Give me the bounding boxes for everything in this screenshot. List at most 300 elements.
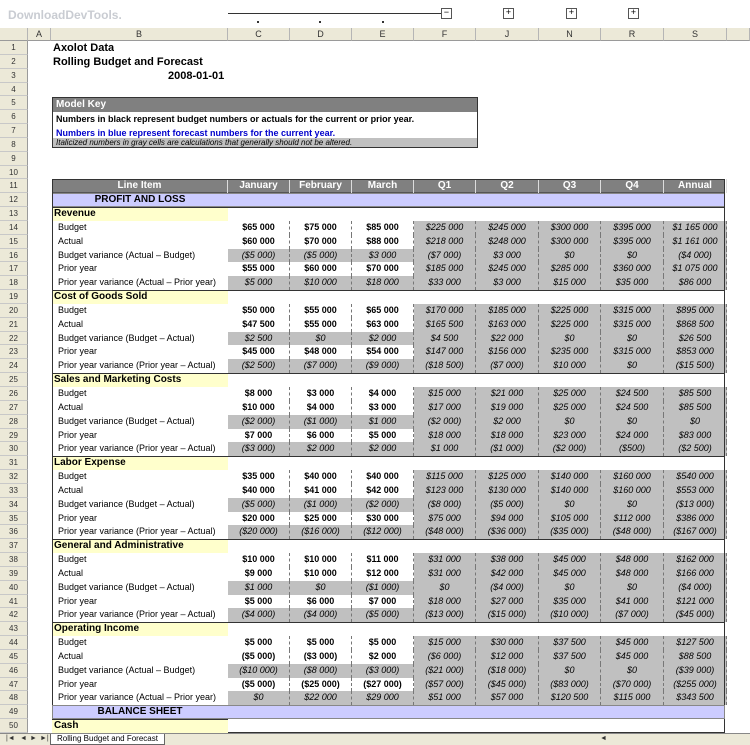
value-cell[interactable]: $123 000 xyxy=(414,484,476,498)
value-cell[interactable]: $15 000 xyxy=(414,387,476,401)
value-cell[interactable]: $4 500 xyxy=(414,332,476,346)
value-cell[interactable]: $105 000 xyxy=(539,512,601,526)
value-cell[interactable]: ($5 000) xyxy=(228,249,290,263)
value-cell[interactable]: $40 000 xyxy=(352,470,414,484)
value-cell[interactable]: $1 165 000 xyxy=(664,221,727,235)
value-cell[interactable]: $245 000 xyxy=(476,262,539,276)
row-header[interactable]: 17 xyxy=(0,262,28,276)
value-cell[interactable]: ($7 000) xyxy=(414,249,476,263)
row-header[interactable]: 30 xyxy=(0,442,28,456)
column-header-f[interactable]: F xyxy=(414,28,476,41)
value-cell[interactable]: ($1 000) xyxy=(290,498,352,512)
value-cell[interactable]: ($18 500) xyxy=(414,359,476,373)
value-cell[interactable]: ($7 000) xyxy=(601,608,664,622)
value-cell[interactable]: $315 000 xyxy=(601,318,664,332)
value-cell[interactable]: ($10 000) xyxy=(539,608,601,622)
value-cell[interactable]: $45 000 xyxy=(539,553,601,567)
value-cell[interactable]: $553 000 xyxy=(664,484,727,498)
value-cell[interactable]: ($45 000) xyxy=(664,608,727,622)
value-cell[interactable]: $42 000 xyxy=(476,567,539,581)
value-cell[interactable]: $0 xyxy=(539,415,601,429)
value-cell[interactable]: $248 000 xyxy=(476,235,539,249)
row-header[interactable]: 45 xyxy=(0,650,28,664)
value-cell[interactable]: ($4 000) xyxy=(290,608,352,622)
value-cell[interactable]: $2 500 xyxy=(228,332,290,346)
value-cell[interactable]: $55 000 xyxy=(228,262,290,276)
value-cell[interactable]: $70 000 xyxy=(352,262,414,276)
row-header[interactable]: 37 xyxy=(0,539,28,553)
value-cell[interactable]: ($15 000) xyxy=(476,608,539,622)
value-cell[interactable]: ($18 000) xyxy=(476,664,539,678)
value-cell[interactable]: $170 000 xyxy=(414,304,476,318)
spreadsheet-grid[interactable] xyxy=(28,41,750,733)
value-cell[interactable]: $127 500 xyxy=(664,636,727,650)
value-cell[interactable]: $18 000 xyxy=(414,429,476,443)
row-header[interactable]: 43 xyxy=(0,622,28,636)
scroll-left-icon[interactable]: ◄ xyxy=(600,735,607,742)
value-cell[interactable]: ($4 000) xyxy=(664,581,727,595)
row-header[interactable]: 21 xyxy=(0,318,28,332)
value-cell[interactable]: $163 000 xyxy=(476,318,539,332)
value-cell[interactable]: $8 000 xyxy=(228,387,290,401)
value-cell[interactable]: $55 000 xyxy=(290,304,352,318)
value-cell[interactable]: ($6 000) xyxy=(414,650,476,664)
value-cell[interactable]: $33 000 xyxy=(414,276,476,290)
row-header[interactable]: 10 xyxy=(0,166,28,180)
value-cell[interactable]: ($255 000) xyxy=(664,678,727,692)
value-cell[interactable]: $15 000 xyxy=(414,636,476,650)
value-cell[interactable]: $29 000 xyxy=(352,691,414,705)
column-header-e[interactable]: E xyxy=(352,28,414,41)
value-cell[interactable]: $11 000 xyxy=(352,553,414,567)
row-header[interactable]: 12 xyxy=(0,193,28,207)
value-cell[interactable]: $60 000 xyxy=(228,235,290,249)
value-cell[interactable]: ($25 000) xyxy=(290,678,352,692)
prev-sheet-icon[interactable]: ◄ xyxy=(20,735,27,742)
value-cell[interactable]: $57 000 xyxy=(476,691,539,705)
value-cell[interactable]: $147 000 xyxy=(414,345,476,359)
value-cell[interactable]: $35 000 xyxy=(601,276,664,290)
value-cell[interactable]: ($1 000) xyxy=(290,415,352,429)
row-header[interactable]: 28 xyxy=(0,415,28,429)
value-cell[interactable]: $10 000 xyxy=(290,567,352,581)
value-cell[interactable]: ($2 000) xyxy=(228,415,290,429)
row-header[interactable]: 40 xyxy=(0,581,28,595)
value-cell[interactable]: $5 000 xyxy=(228,276,290,290)
value-cell[interactable]: $40 000 xyxy=(290,470,352,484)
value-cell[interactable]: $1 075 000 xyxy=(664,262,727,276)
column-header-c[interactable]: C xyxy=(228,28,290,41)
value-cell[interactable]: $18 000 xyxy=(476,429,539,443)
value-cell[interactable]: $37 500 xyxy=(539,650,601,664)
value-cell[interactable]: ($45 000) xyxy=(476,678,539,692)
value-cell[interactable]: $85 000 xyxy=(352,221,414,235)
row-header[interactable]: 23 xyxy=(0,345,28,359)
value-cell[interactable]: $38 000 xyxy=(476,553,539,567)
value-cell[interactable]: $48 000 xyxy=(290,345,352,359)
value-cell[interactable]: $6 000 xyxy=(290,595,352,609)
value-cell[interactable]: ($21 000) xyxy=(414,664,476,678)
expand-button[interactable]: + xyxy=(503,8,514,19)
row-header[interactable]: 50 xyxy=(0,719,28,733)
value-cell[interactable]: ($10 000) xyxy=(228,664,290,678)
value-cell[interactable]: ($1 000) xyxy=(352,581,414,595)
value-cell[interactable]: $65 000 xyxy=(228,221,290,235)
value-cell[interactable]: $65 000 xyxy=(352,304,414,318)
value-cell[interactable]: $0 xyxy=(601,332,664,346)
value-cell[interactable]: $185 000 xyxy=(414,262,476,276)
value-cell[interactable]: ($57 000) xyxy=(414,678,476,692)
value-cell[interactable]: $12 000 xyxy=(476,650,539,664)
value-cell[interactable]: ($2 000) xyxy=(414,415,476,429)
value-cell[interactable]: $0 xyxy=(290,581,352,595)
collapse-button[interactable]: − xyxy=(441,8,452,19)
column-header-j[interactable]: J xyxy=(476,28,539,41)
value-cell[interactable]: $115 000 xyxy=(601,691,664,705)
value-cell[interactable]: $12 000 xyxy=(352,567,414,581)
value-cell[interactable]: $868 500 xyxy=(664,318,727,332)
value-cell[interactable]: $140 000 xyxy=(539,484,601,498)
value-cell[interactable]: $185 000 xyxy=(476,304,539,318)
value-cell[interactable]: ($9 000) xyxy=(352,359,414,373)
value-cell[interactable]: $20 000 xyxy=(228,512,290,526)
value-cell[interactable]: $121 000 xyxy=(664,595,727,609)
value-cell[interactable]: $31 000 xyxy=(414,553,476,567)
row-header[interactable]: 19 xyxy=(0,290,28,304)
column-header-n[interactable]: N xyxy=(539,28,601,41)
value-cell[interactable]: ($8 000) xyxy=(290,664,352,678)
value-cell[interactable]: $24 500 xyxy=(601,387,664,401)
value-cell[interactable]: $10 000 xyxy=(228,401,290,415)
value-cell[interactable]: $5 000 xyxy=(352,429,414,443)
value-cell[interactable]: $0 xyxy=(601,664,664,678)
row-header[interactable]: 34 xyxy=(0,498,28,512)
value-cell[interactable]: $285 000 xyxy=(539,262,601,276)
value-cell[interactable]: $45 000 xyxy=(539,567,601,581)
value-cell[interactable]: ($70 000) xyxy=(601,678,664,692)
value-cell[interactable]: $1 161 000 xyxy=(664,235,727,249)
value-cell[interactable]: $4 000 xyxy=(352,387,414,401)
value-cell[interactable]: $88 500 xyxy=(664,650,727,664)
row-header[interactable]: 8 xyxy=(0,138,28,152)
value-cell[interactable]: $9 000 xyxy=(228,567,290,581)
value-cell[interactable]: $88 000 xyxy=(352,235,414,249)
value-cell[interactable]: ($12 000) xyxy=(352,525,414,539)
value-cell[interactable]: $83 000 xyxy=(664,429,727,443)
value-cell[interactable]: ($8 000) xyxy=(414,498,476,512)
value-cell[interactable]: $30 000 xyxy=(352,512,414,526)
value-cell[interactable]: $2 000 xyxy=(352,442,414,456)
value-cell[interactable]: $156 000 xyxy=(476,345,539,359)
select-all-corner[interactable] xyxy=(0,28,28,41)
row-header[interactable]: 6 xyxy=(0,110,28,124)
value-cell[interactable]: $25 000 xyxy=(539,387,601,401)
row-header[interactable]: 48 xyxy=(0,691,28,705)
value-cell[interactable]: ($167 000) xyxy=(664,525,727,539)
value-cell[interactable]: $10 000 xyxy=(290,276,352,290)
value-cell[interactable]: $4 000 xyxy=(290,401,352,415)
value-cell[interactable]: $235 000 xyxy=(539,345,601,359)
value-cell[interactable]: $540 000 xyxy=(664,470,727,484)
value-cell[interactable]: $40 000 xyxy=(228,484,290,498)
value-cell[interactable]: $21 000 xyxy=(476,387,539,401)
column-header-d[interactable]: D xyxy=(290,28,352,41)
value-cell[interactable]: $45 000 xyxy=(228,345,290,359)
row-header[interactable]: 18 xyxy=(0,276,28,290)
row-header[interactable]: 20 xyxy=(0,304,28,318)
value-cell[interactable]: $300 000 xyxy=(539,235,601,249)
value-cell[interactable]: $245 000 xyxy=(476,221,539,235)
value-cell[interactable]: $140 000 xyxy=(539,470,601,484)
row-header[interactable]: 5 xyxy=(0,96,28,110)
value-cell[interactable]: $3 000 xyxy=(476,276,539,290)
value-cell[interactable]: $2 000 xyxy=(352,332,414,346)
value-cell[interactable]: $75 000 xyxy=(290,221,352,235)
value-cell[interactable]: $55 000 xyxy=(290,318,352,332)
value-cell[interactable]: ($83 000) xyxy=(539,678,601,692)
value-cell[interactable]: $1 000 xyxy=(228,581,290,595)
value-cell[interactable]: ($7 000) xyxy=(476,359,539,373)
value-cell[interactable]: $18 000 xyxy=(352,276,414,290)
value-cell[interactable]: $395 000 xyxy=(601,221,664,235)
expand-button[interactable]: + xyxy=(628,8,639,19)
value-cell[interactable]: $130 000 xyxy=(476,484,539,498)
value-cell[interactable]: ($2 000) xyxy=(352,498,414,512)
value-cell[interactable]: ($3 000) xyxy=(352,664,414,678)
value-cell[interactable]: $166 000 xyxy=(664,567,727,581)
value-cell[interactable]: $0 xyxy=(539,498,601,512)
value-cell[interactable]: ($500) xyxy=(601,442,664,456)
column-header-r[interactable]: R xyxy=(601,28,664,41)
value-cell[interactable]: $300 000 xyxy=(539,221,601,235)
value-cell[interactable]: ($4 000) xyxy=(228,608,290,622)
row-header[interactable]: 26 xyxy=(0,387,28,401)
value-cell[interactable]: ($5 000) xyxy=(290,249,352,263)
value-cell[interactable]: $63 000 xyxy=(352,318,414,332)
value-cell[interactable]: $41 000 xyxy=(601,595,664,609)
value-cell[interactable]: $47 500 xyxy=(228,318,290,332)
value-cell[interactable]: $225 000 xyxy=(414,221,476,235)
value-cell[interactable]: $0 xyxy=(539,581,601,595)
last-sheet-icon[interactable]: ►| xyxy=(40,735,49,742)
value-cell[interactable]: $41 000 xyxy=(290,484,352,498)
value-cell[interactable]: $315 000 xyxy=(601,304,664,318)
value-cell[interactable]: $85 500 xyxy=(664,387,727,401)
row-header[interactable]: 42 xyxy=(0,608,28,622)
value-cell[interactable]: $94 000 xyxy=(476,512,539,526)
value-cell[interactable]: $10 000 xyxy=(539,359,601,373)
value-cell[interactable]: ($5 000) xyxy=(228,678,290,692)
row-header[interactable]: 41 xyxy=(0,595,28,609)
value-cell[interactable]: ($4 000) xyxy=(664,249,727,263)
value-cell[interactable]: $30 000 xyxy=(476,636,539,650)
value-cell[interactable]: $60 000 xyxy=(290,262,352,276)
row-header[interactable]: 7 xyxy=(0,124,28,138)
row-header[interactable]: 49 xyxy=(0,705,28,719)
value-cell[interactable]: $343 500 xyxy=(664,691,727,705)
value-cell[interactable]: ($2 500) xyxy=(664,442,727,456)
value-cell[interactable]: $0 xyxy=(601,359,664,373)
value-cell[interactable]: ($5 000) xyxy=(476,498,539,512)
value-cell[interactable]: ($13 000) xyxy=(414,608,476,622)
value-cell[interactable]: $50 000 xyxy=(228,304,290,318)
value-cell[interactable]: $0 xyxy=(601,498,664,512)
value-cell[interactable]: $31 000 xyxy=(414,567,476,581)
value-cell[interactable]: $160 000 xyxy=(601,470,664,484)
value-cell[interactable]: $51 000 xyxy=(414,691,476,705)
value-cell[interactable]: ($35 000) xyxy=(539,525,601,539)
value-cell[interactable]: $75 000 xyxy=(414,512,476,526)
value-cell[interactable]: $7 000 xyxy=(228,429,290,443)
row-header[interactable]: 44 xyxy=(0,636,28,650)
value-cell[interactable]: $165 500 xyxy=(414,318,476,332)
value-cell[interactable]: $5 000 xyxy=(352,636,414,650)
value-cell[interactable]: $25 000 xyxy=(539,401,601,415)
value-cell[interactable]: $23 000 xyxy=(539,429,601,443)
first-sheet-icon[interactable]: |◄ xyxy=(6,735,15,742)
value-cell[interactable]: $225 000 xyxy=(539,318,601,332)
value-cell[interactable]: $2 000 xyxy=(476,415,539,429)
value-cell[interactable]: $3 000 xyxy=(476,249,539,263)
value-cell[interactable]: $5 000 xyxy=(290,636,352,650)
row-header[interactable]: 3 xyxy=(0,69,28,83)
value-cell[interactable]: ($48 000) xyxy=(414,525,476,539)
value-cell[interactable]: ($2 000) xyxy=(539,442,601,456)
value-cell[interactable]: $0 xyxy=(601,249,664,263)
value-cell[interactable]: $0 xyxy=(539,249,601,263)
row-header[interactable]: 27 xyxy=(0,401,28,415)
row-header[interactable]: 32 xyxy=(0,470,28,484)
value-cell[interactable]: $27 000 xyxy=(476,595,539,609)
value-cell[interactable]: $386 000 xyxy=(664,512,727,526)
value-cell[interactable]: $1 000 xyxy=(414,442,476,456)
value-cell[interactable]: $48 000 xyxy=(601,567,664,581)
value-cell[interactable]: ($15 500) xyxy=(664,359,727,373)
value-cell[interactable]: $225 000 xyxy=(539,304,601,318)
row-header[interactable]: 1 xyxy=(0,41,28,55)
value-cell[interactable]: $26 500 xyxy=(664,332,727,346)
value-cell[interactable]: $1 000 xyxy=(352,415,414,429)
value-cell[interactable]: $0 xyxy=(664,415,727,429)
value-cell[interactable]: $0 xyxy=(539,664,601,678)
value-cell[interactable]: $24 500 xyxy=(601,401,664,415)
value-cell[interactable]: $0 xyxy=(601,581,664,595)
value-cell[interactable]: ($2 500) xyxy=(228,359,290,373)
row-header[interactable]: 15 xyxy=(0,235,28,249)
row-header[interactable]: 39 xyxy=(0,567,28,581)
value-cell[interactable]: ($5 000) xyxy=(352,608,414,622)
column-header-a[interactable]: A xyxy=(28,28,51,41)
row-header[interactable]: 36 xyxy=(0,525,28,539)
expand-button[interactable]: + xyxy=(566,8,577,19)
value-cell[interactable]: $6 000 xyxy=(290,429,352,443)
value-cell[interactable]: $18 000 xyxy=(414,595,476,609)
value-cell[interactable]: $112 000 xyxy=(601,512,664,526)
value-cell[interactable]: ($5 000) xyxy=(228,498,290,512)
row-header[interactable]: 35 xyxy=(0,512,28,526)
value-cell[interactable]: ($36 000) xyxy=(476,525,539,539)
row-header[interactable]: 31 xyxy=(0,456,28,470)
row-header[interactable]: 47 xyxy=(0,678,28,692)
value-cell[interactable]: $3 000 xyxy=(290,387,352,401)
value-cell[interactable]: $125 000 xyxy=(476,470,539,484)
value-cell[interactable]: $3 000 xyxy=(352,401,414,415)
value-cell[interactable]: $54 000 xyxy=(352,345,414,359)
value-cell[interactable]: ($48 000) xyxy=(601,525,664,539)
value-cell[interactable]: $10 000 xyxy=(290,553,352,567)
column-header-b[interactable]: B xyxy=(51,28,228,41)
value-cell[interactable]: ($13 000) xyxy=(664,498,727,512)
row-header[interactable]: 33 xyxy=(0,484,28,498)
value-cell[interactable]: $0 xyxy=(228,691,290,705)
value-cell[interactable]: $10 000 xyxy=(228,553,290,567)
value-cell[interactable]: $7 000 xyxy=(352,595,414,609)
value-cell[interactable]: $22 000 xyxy=(476,332,539,346)
value-cell[interactable]: $25 000 xyxy=(290,512,352,526)
row-header[interactable]: 29 xyxy=(0,429,28,443)
row-header[interactable]: 9 xyxy=(0,152,28,166)
value-cell[interactable]: $45 000 xyxy=(601,650,664,664)
value-cell[interactable]: $85 500 xyxy=(664,401,727,415)
value-cell[interactable]: $35 000 xyxy=(228,470,290,484)
column-header-s[interactable]: S xyxy=(664,28,727,41)
value-cell[interactable]: $395 000 xyxy=(601,235,664,249)
value-cell[interactable]: $24 000 xyxy=(601,429,664,443)
row-header[interactable]: 11 xyxy=(0,179,28,193)
value-cell[interactable]: $0 xyxy=(290,332,352,346)
value-cell[interactable]: $895 000 xyxy=(664,304,727,318)
value-cell[interactable]: $15 000 xyxy=(539,276,601,290)
value-cell[interactable]: $0 xyxy=(601,415,664,429)
row-header[interactable]: 22 xyxy=(0,332,28,346)
row-header[interactable]: 24 xyxy=(0,359,28,373)
value-cell[interactable]: $218 000 xyxy=(414,235,476,249)
value-cell[interactable]: $120 500 xyxy=(539,691,601,705)
value-cell[interactable]: ($16 000) xyxy=(290,525,352,539)
row-header[interactable]: 25 xyxy=(0,373,28,387)
value-cell[interactable]: $19 000 xyxy=(476,401,539,415)
value-cell[interactable]: $48 000 xyxy=(601,553,664,567)
value-cell[interactable]: $162 000 xyxy=(664,553,727,567)
value-cell[interactable]: $3 000 xyxy=(352,249,414,263)
value-cell[interactable]: ($4 000) xyxy=(476,581,539,595)
value-cell[interactable]: $86 000 xyxy=(664,276,727,290)
row-header[interactable]: 13 xyxy=(0,207,28,221)
value-cell[interactable]: $2 000 xyxy=(290,442,352,456)
row-header[interactable]: 2 xyxy=(0,55,28,69)
value-cell[interactable]: $37 500 xyxy=(539,636,601,650)
value-cell[interactable]: $2 000 xyxy=(352,650,414,664)
value-cell[interactable]: $5 000 xyxy=(228,636,290,650)
value-cell[interactable]: $315 000 xyxy=(601,345,664,359)
value-cell[interactable]: $853 000 xyxy=(664,345,727,359)
value-cell[interactable]: $0 xyxy=(539,332,601,346)
value-cell[interactable]: $70 000 xyxy=(290,235,352,249)
value-cell[interactable]: $160 000 xyxy=(601,484,664,498)
value-cell[interactable]: $115 000 xyxy=(414,470,476,484)
value-cell[interactable]: $45 000 xyxy=(601,636,664,650)
row-header[interactable]: 14 xyxy=(0,221,28,235)
value-cell[interactable]: $22 000 xyxy=(290,691,352,705)
value-cell[interactable]: ($27 000) xyxy=(352,678,414,692)
value-cell[interactable]: ($3 000) xyxy=(228,442,290,456)
next-sheet-icon[interactable]: ► xyxy=(30,735,37,742)
value-cell[interactable]: $5 000 xyxy=(228,595,290,609)
value-cell[interactable]: ($7 000) xyxy=(290,359,352,373)
row-header[interactable]: 46 xyxy=(0,664,28,678)
value-cell[interactable]: $360 000 xyxy=(601,262,664,276)
row-header[interactable]: 16 xyxy=(0,249,28,263)
